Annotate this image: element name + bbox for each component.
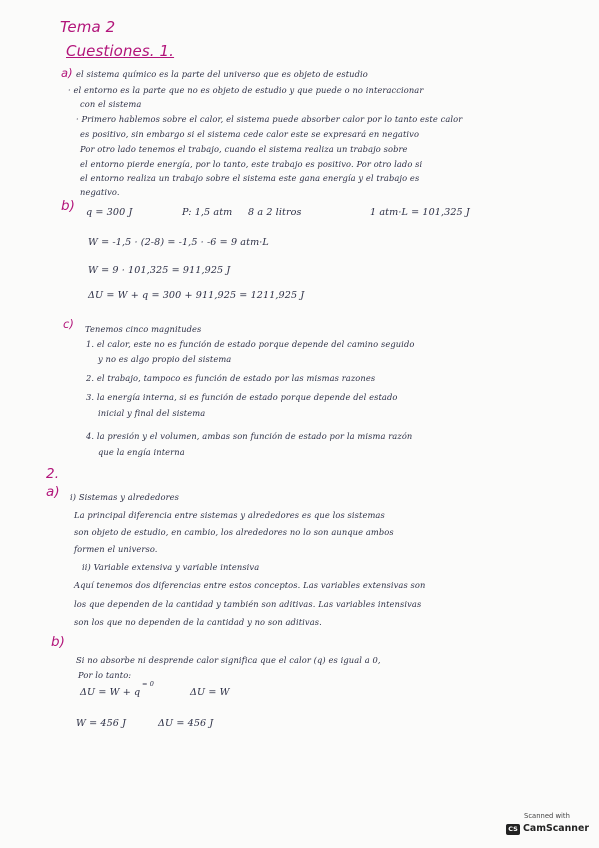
q1a-line: Por otro lado tenemos el trabajo, cuando el sistema realiza un trabajo sobre bbox=[80, 144, 408, 154]
q1a-label: a) bbox=[61, 66, 73, 80]
q1b-given-heat: q = 300 J bbox=[86, 207, 133, 218]
q2a-label: a) bbox=[46, 484, 60, 500]
camscanner-watermark bbox=[506, 812, 589, 840]
q1b-label: b) bbox=[61, 198, 76, 214]
camscanner-logo-icon: CS bbox=[506, 824, 520, 835]
q2b-equation: ΔU = W bbox=[190, 687, 230, 698]
q2a-line: formen el universo. bbox=[74, 544, 158, 554]
q1c-line: y no es algo propio del sistema bbox=[98, 354, 232, 364]
q1c-line: 1. el calor, este no es función de estado porque depende del camino seguido bbox=[86, 339, 415, 349]
q1c-line: 4. la presión y el volumen, ambas son función de estado por la misma razón bbox=[86, 431, 413, 441]
q1a-line: es positivo, sin embargo si el sistema cede calor este se expresará en negativo bbox=[80, 129, 420, 139]
q2a-line: son objeto de estudio, en cambio, los alrededores no lo son aunque ambos bbox=[74, 527, 394, 537]
q2a-line: i) Sistemas y alrededores bbox=[70, 492, 180, 502]
q2a-line: son los que no dependen de la cantidad y no son aditivas. bbox=[74, 617, 322, 627]
q1b-equation: ΔU = W + q = 300 + 911,925 = 1211,925 J bbox=[88, 290, 305, 301]
q1a-line: el sistema químico es la parte del universo que es objeto de estudio bbox=[76, 69, 368, 79]
q1b-equation: W = -1,5 · (2-8) = -1,5 · -6 = 9 atm·L bbox=[88, 237, 269, 248]
q2b-energy: ΔU = 456 J bbox=[158, 718, 214, 729]
scanned-with-label: Scanned with bbox=[524, 812, 570, 820]
section-title: Cuestiones. 1. bbox=[66, 42, 175, 60]
q1a-line: · el entorno es la parte que no es objeto de estudio y que puede o no interaccionar bbox=[68, 85, 424, 95]
q1c-label: c) bbox=[63, 317, 75, 331]
q1c-line: 2. el trabajo, tampoco es función de estado por las mismas razones bbox=[86, 373, 376, 383]
q1b-given-volume: 8 a 2 litros bbox=[248, 207, 302, 218]
q2b-line: Por lo tanto: bbox=[78, 670, 132, 680]
q2b-line: Si no absorbe ni desprende calor significa que el calor (q) es igual a 0, bbox=[76, 655, 381, 665]
camscanner-name: CamScanner bbox=[523, 823, 589, 834]
q2b-equation: ΔU = W + q bbox=[80, 687, 141, 698]
q2a-line: ii) Variable extensiva y variable intensiva bbox=[82, 562, 260, 572]
q1b-given-pressure: P: 1,5 atm bbox=[182, 207, 233, 218]
q1a-line: el entorno pierde energía, por lo tanto, este trabajo es positivo. Por otro lado si bbox=[80, 159, 423, 169]
q1a-line: con el sistema bbox=[80, 99, 142, 109]
q1b-equation: W = 9 · 101,325 = 911,925 J bbox=[88, 265, 231, 276]
q1a-line: negativo. bbox=[80, 187, 120, 197]
q1a-line: · Primero hablemos sobre el calor, el sistema puede absorber calor por lo tanto este calor bbox=[76, 114, 463, 124]
q2b-work: W = 456 J bbox=[76, 718, 127, 729]
q1b-conversion: 1 atm·L = 101,325 J bbox=[370, 207, 470, 218]
q2a-line: Aquí tenemos dos diferencias entre estos conceptos. Las variables extensivas son bbox=[74, 580, 426, 590]
q2b-label: b) bbox=[51, 634, 66, 650]
q1c-line: 3. la energía interna, si es función de estado porque depende del estado bbox=[86, 392, 398, 402]
q2a-line: los que dependen de la cantidad y también son aditivas. Las variables intensivas bbox=[74, 599, 422, 609]
q1a-line: el entorno realiza un trabajo sobre el sistema este gana energía y el trabajo es bbox=[80, 173, 420, 183]
q1c-line: inicial y final del sistema bbox=[98, 408, 206, 418]
q2-number: 2. bbox=[46, 466, 60, 482]
q1c-line: Tenemos cinco magnitudes bbox=[85, 324, 202, 334]
page-title: Tema 2 bbox=[60, 18, 116, 36]
q2a-line: La principal diferencia entre sistemas y alrededores es que los sistemas bbox=[74, 510, 385, 520]
q2b-heat-zero: = 0 bbox=[142, 680, 154, 688]
q1c-line: que la engía interna bbox=[98, 447, 185, 457]
